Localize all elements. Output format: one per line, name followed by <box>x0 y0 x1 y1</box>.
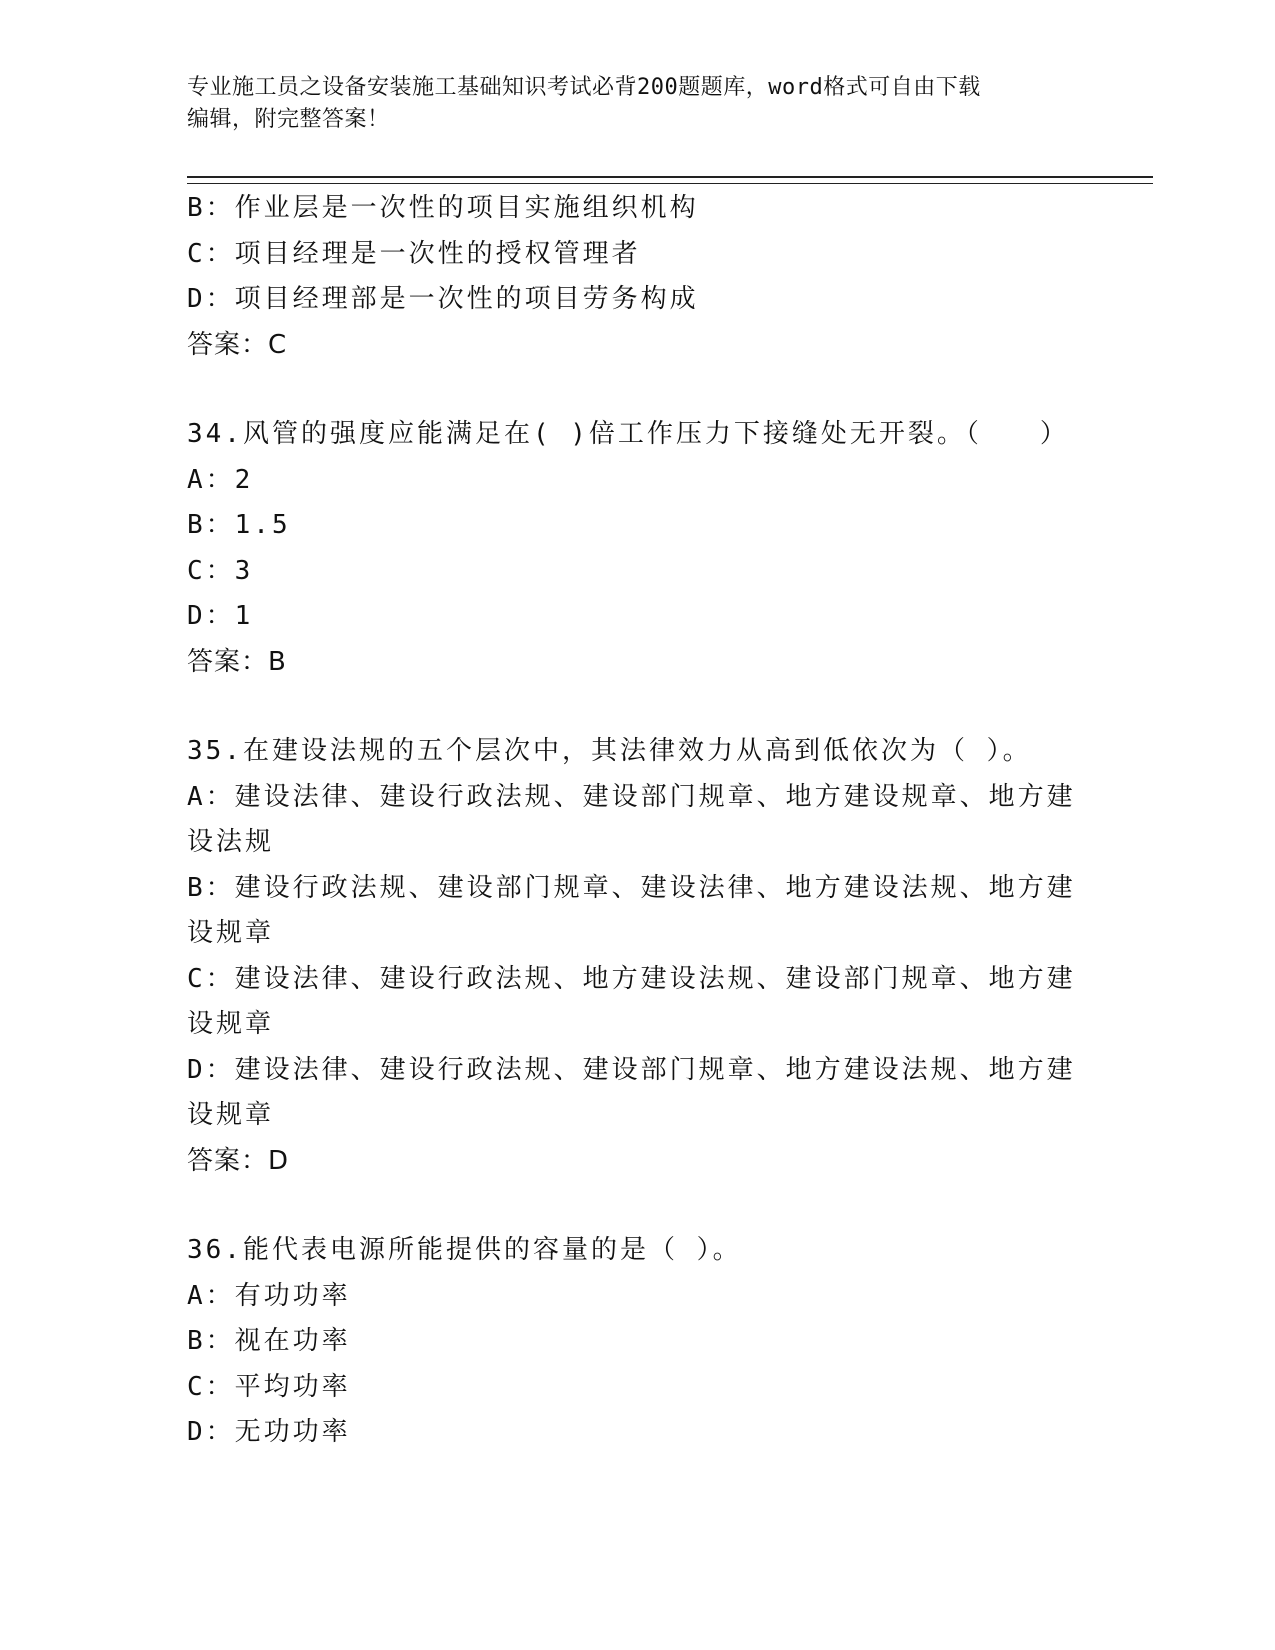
option-b: B：视在功率 <box>187 1326 351 1356</box>
option-c: C：项目经理是一次性的授权管理者 <box>187 238 641 269</box>
header-title-line-1: 专业施工员之设备安装施工基础知识考试必背200题题库，word格式可自由下载 <box>187 75 981 100</box>
header-divider <box>187 176 1153 184</box>
spacer <box>187 368 1087 412</box>
option-d: D：建设法律、建设行政法规、建设部门规章、地方建设法规、地方建设规章 <box>187 1054 1076 1130</box>
question-34 <box>187 412 1087 685</box>
question-35 <box>187 729 1087 1184</box>
question-stem: 35.在建设法规的五个层次中，其法律效力从高到低依次为（ ）。 <box>187 736 1032 766</box>
option-c: C：平均功率 <box>187 1371 351 1402</box>
answer-line: 答案：D <box>187 1145 290 1176</box>
option-b: B：1.5 <box>187 510 291 540</box>
option-d: D：无功功率 <box>187 1417 351 1447</box>
option-c: C：建设法律、建设行政法规、地方建设法规、建设部门规章、地方建设规章 <box>187 963 1076 1039</box>
option-a: A：有功功率 <box>187 1280 351 1311</box>
option-c: C：3 <box>187 555 254 586</box>
answer-line: 答案：B <box>187 646 287 677</box>
header-title-line-2: 编辑，附完整答案！ <box>187 107 390 132</box>
option-d: D：项目经理部是一次性的项目劳务构成 <box>187 284 699 314</box>
question-stem: 34.风管的强度应能满足在( )倍工作压力下接缝处无开裂。（ ） <box>187 419 1069 449</box>
question-list <box>187 186 1087 1456</box>
option-b: B：作业层是一次性的项目实施组织机构 <box>187 193 699 223</box>
spacer <box>187 1184 1087 1228</box>
answer-line: 答案：C <box>187 329 288 360</box>
spacer <box>187 685 1087 729</box>
option-a: A：建设法律、建设行政法规、建设部门规章、地方建设规章、地方建设法规 <box>187 781 1076 857</box>
option-b: B：建设行政法规、建设部门规章、建设法律、地方建设法规、地方建设规章 <box>187 872 1076 948</box>
question-33-continuation <box>187 186 1087 368</box>
document-header <box>187 72 1067 136</box>
option-d: D：1 <box>187 601 254 631</box>
question-stem: 36.能代表电源所能提供的容量的是（ ）。 <box>187 1235 742 1265</box>
option-a: A：2 <box>187 464 254 495</box>
question-36 <box>187 1228 1087 1456</box>
